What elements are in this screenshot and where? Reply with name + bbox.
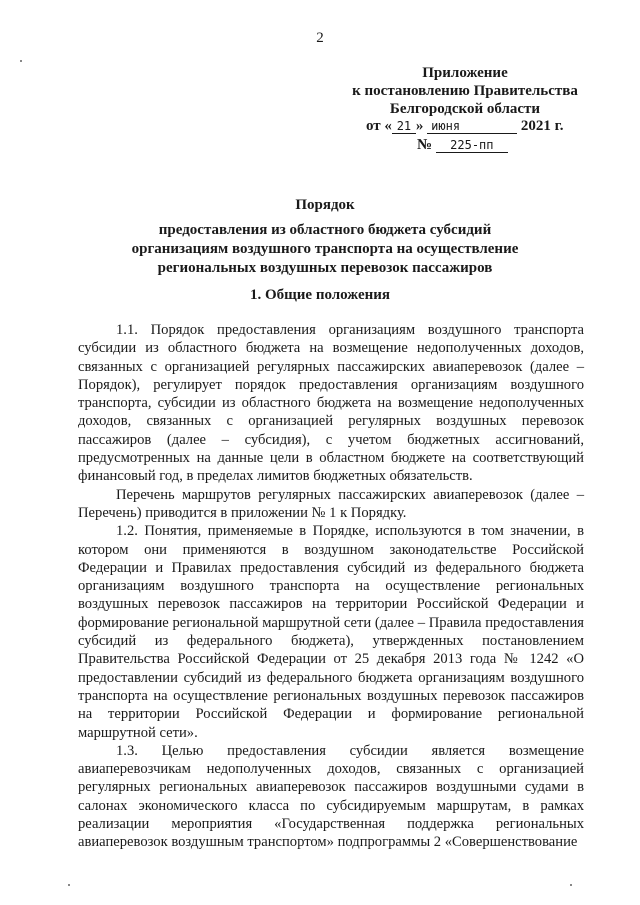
document-title <box>60 196 590 278</box>
scan-speck <box>20 60 22 62</box>
date-mid: » <box>415 118 424 134</box>
page-number: 2 <box>316 30 324 46</box>
title-line: Порядок <box>295 197 355 213</box>
date-month: июня <box>427 119 517 134</box>
appendix-line: Белгородской области <box>389 101 541 117</box>
resolution-number <box>417 137 508 154</box>
resolution-date <box>366 118 564 135</box>
appendix-line: к постановлению Правительства <box>352 83 578 99</box>
paragraph: 1.1. Порядок предоставления организациям воздушного транспорта субсидии из областного бюджета на возмещение недополученных доходов, связанных с организацией регулярных пассажирских авиаперевозок (далее – Порядок), регулирует порядок предоставления организациям воздушного транспорта, субсидии из областного бюджета на возмещение недополученных доходов, связанных с организацией регулярных воздушных перевозок пассажиров (далее – субсидия), с учетом бюджетных ассигнований, предусмотренных на данные цели в областном бюджете на соответствующий финансовый год, в пределах лимитов бюджетных обязательств. <box>78 322 584 485</box>
appendix-line: Приложение <box>422 65 508 81</box>
paragraph: Перечень маршрутов регулярных пассажирских авиаперевозок (далее – Перечень) приводится в приложении № 1 к Порядку. <box>78 486 584 521</box>
scan-speck <box>570 884 572 886</box>
title-line: предоставления из областного бюджета субсидий <box>158 222 492 238</box>
date-prefix: от « <box>366 118 392 134</box>
title-line: региональных воздушных перевозок пассажиров <box>157 260 493 276</box>
title-line: организациям воздушного транспорта на осуществление <box>131 241 519 257</box>
document-body <box>78 321 584 852</box>
scan-speck <box>68 884 70 886</box>
paragraph: 1.2. Понятия, применяемые в Порядке, используются в том значении, в котором они применяются в воздушном законодательстве Российской Федерации и Правилах предоставления субсидий из федерального бюджета организациям воздушного транспорта на осуществление региональных воздушных перевозок пассажиров на территории Российской Федерации и формирование региональной маршрутной сети (далее – Правила предоставления субсидий из федерального бюджета), утвержденных постановлением Правительства Российской Федерации от 25 декабря 2013 года № 1242 «О предоставлении субсидий из федерального бюджета организациям воздушного транспорта на осуществление региональных воздушных перевозок пассажиров на территории Российской Федерации и формирование региональной маршрутной сети». <box>78 523 584 741</box>
number-prefix: № <box>417 137 433 153</box>
number-value: 225-пп <box>436 138 508 153</box>
date-year: 2021 г. <box>520 118 564 134</box>
date-day: 21 <box>392 119 416 134</box>
paragraph: 1.3. Целью предоставления субсидии является возмещение авиаперевозчикам недополученных доходов, связанных с организацией регулярных региональных авиаперевозок пассажиров воздушными судами в салонах экономического класса по субсидируемым маршрутам, в рамках реализации мероприятия «Государственная поддержка региональных авиаперевозок воздушным транспортом» подпрограммы 2 «Совершенствование <box>78 742 584 851</box>
section-heading: 1. Общие положения <box>249 287 391 303</box>
appendix-block <box>330 64 600 118</box>
